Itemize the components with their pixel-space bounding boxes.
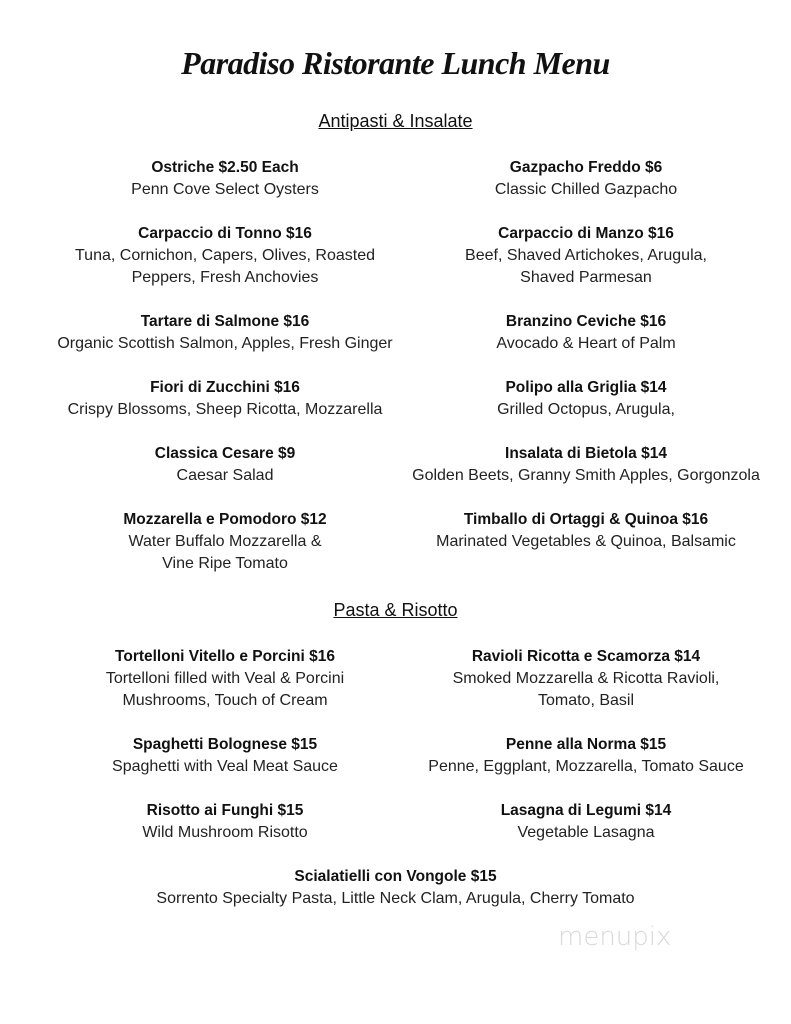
item-name: Carpaccio di Manzo $16 — [498, 225, 674, 242]
item-description: Tuna, Cornichon, Capers, Olives, Roasted — [75, 247, 375, 264]
section-title-antipasti: Antipasti & Insalate — [318, 111, 473, 131]
item-name: Carpaccio di Tonno $16 — [138, 225, 312, 242]
menu-row — [0, 800, 791, 866]
item-description: Peppers, Fresh Anchovies — [131, 269, 319, 286]
menu-row — [0, 377, 791, 443]
item-description: Grilled Octopus, Arugula, — [497, 401, 675, 418]
menu-title: Paradiso Ristorante Lunch Menu — [181, 45, 610, 81]
item-name: Branzino Ceviche $16 — [505, 313, 667, 330]
item-name: Gazpacho Freddo $6 — [509, 159, 663, 176]
item-name: Ravioli Ricotta e Scamorza $14 — [471, 648, 701, 665]
menu-row — [0, 866, 791, 932]
item-description: Organic Scottish Salmon, Apples, Fresh Ginger — [57, 335, 393, 352]
item-name: Insalata di Bietola $14 — [505, 445, 667, 462]
menu-item — [381, 377, 791, 421]
item-name: Polipo alla Griglia $14 — [505, 379, 667, 396]
menu-row — [0, 157, 791, 223]
item-description: Water Buffalo Mozzarella & — [128, 533, 322, 550]
item-name: Tortelloni Vitello e Porcini $16 — [115, 648, 335, 665]
item-description: Classic Chilled Gazpacho — [494, 181, 678, 198]
item-name: Penne alla Norma $15 — [505, 736, 667, 753]
item-description: Shaved Parmesan — [520, 269, 652, 286]
item-name: Risotto ai Funghi $15 — [146, 802, 304, 819]
item-description: Sorrento Specialty Pasta, Little Neck Clam, Arugula, Cherry Tomato — [156, 890, 635, 907]
menu-item — [381, 443, 791, 487]
item-description: Golden Beets, Granny Smith Apples, Gorgonzola — [412, 467, 760, 484]
item-description: Smoked Mozzarella & Ricotta Ravioli, — [452, 670, 720, 687]
item-description: Spaghetti with Veal Meat Sauce — [112, 758, 338, 775]
menu-item — [381, 311, 791, 355]
item-description: Marinated Vegetables & Quinoa, Balsamic — [436, 533, 736, 550]
item-description: Tomato, Basil — [537, 692, 635, 709]
item-name: Spaghetti Bolognese $15 — [132, 736, 318, 753]
item-name: Scialatielli con Vongole $15 — [294, 868, 497, 885]
item-name: Mozzarella e Pomodoro $12 — [123, 511, 327, 528]
pasta-items — [0, 646, 791, 932]
item-name: Fiori di Zucchini $16 — [150, 379, 300, 396]
item-name: Classica Cesare $9 — [154, 445, 296, 462]
item-description: Penn Cove Select Oysters — [131, 181, 319, 198]
item-description: Penne, Eggplant, Mozzarella, Tomato Sauce — [428, 758, 744, 775]
item-description: Avocado & Heart of Palm — [496, 335, 676, 352]
section-title-pasta: Pasta & Risotto — [333, 600, 458, 620]
item-name: Tartare di Salmone $16 — [140, 313, 310, 330]
watermark-logo: menupix — [558, 922, 672, 952]
menu-item — [381, 800, 791, 844]
antipasti-items — [0, 157, 791, 597]
item-description: Caesar Salad — [176, 467, 274, 484]
item-name: Timballo di Ortaggi & Quinoa $16 — [463, 511, 709, 528]
menu-item — [381, 646, 791, 712]
menu-row — [0, 223, 791, 311]
menu-row — [0, 734, 791, 800]
menu-item — [0, 866, 791, 910]
item-name: Ostriche $2.50 Each — [151, 159, 299, 176]
item-name: Lasagna di Legumi $14 — [500, 802, 672, 819]
item-description: Beef, Shaved Artichokes, Arugula, — [465, 247, 707, 264]
item-description: Vine Ripe Tomato — [162, 555, 288, 572]
item-description: Mushrooms, Touch of Cream — [122, 692, 328, 709]
menu-item — [381, 509, 791, 553]
menu-row — [0, 311, 791, 377]
menu-item — [381, 157, 791, 201]
menu-item — [381, 223, 791, 289]
item-description: Vegetable Lasagna — [517, 824, 655, 841]
menu-row — [0, 509, 791, 597]
item-description: Wild Mushroom Risotto — [142, 824, 308, 841]
menu-item — [381, 734, 791, 778]
item-description: Crispy Blossoms, Sheep Ricotta, Mozzarella — [67, 401, 383, 418]
item-description: Tortelloni filled with Veal & Porcini — [105, 670, 345, 687]
menu-row — [0, 443, 791, 509]
menu-row — [0, 646, 791, 734]
